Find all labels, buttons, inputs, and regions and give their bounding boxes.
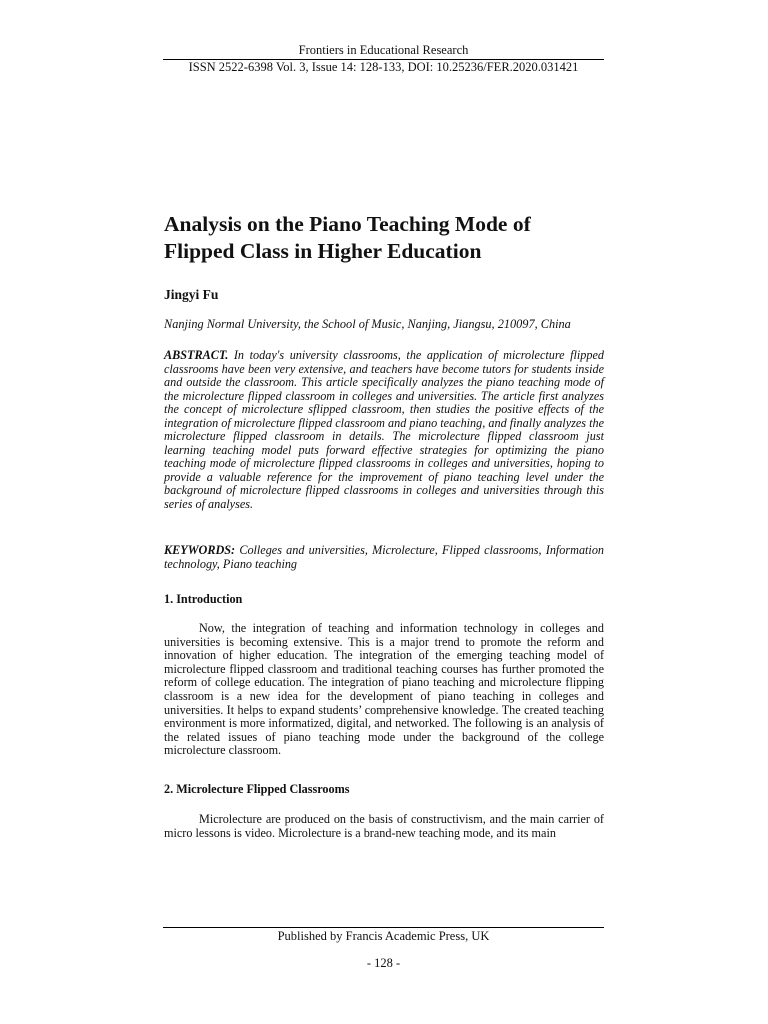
keywords-label: KEYWORDS:	[164, 543, 236, 557]
keywords-text: Colleges and universities, Microlecture, Flipped classrooms, Information technology, Piano teaching	[164, 543, 605, 571]
author-affiliation: Nanjing Normal University, the School of Music, Nanjing, Jiangsu, 210097, China	[164, 317, 571, 331]
page-number: - 128 -	[366, 956, 401, 970]
section-heading-microlecture: 2. Microlecture Flipped Classrooms	[164, 782, 350, 796]
footer-rule	[163, 927, 604, 928]
keywords	[164, 544, 604, 571]
abstract-label: ABSTRACT.	[164, 348, 229, 362]
author-name: Jingyi Fu	[164, 287, 219, 302]
abstract	[164, 349, 604, 512]
section-paragraph-microlecture: Microlecture are produced on the basis of constructivism, and the main carrier of micro lessons is video. Microlecture is a brand-new teaching mode, and its main	[164, 812, 604, 840]
section-heading-introduction: 1. Introduction	[164, 592, 243, 606]
footer-publisher: Published by Francis Academic Press, UK	[277, 929, 490, 943]
paper-title: Analysis on the Piano Teaching Mode of Flipped Class in Higher Education	[164, 212, 531, 263]
abstract-text: In today's university classrooms, the application of microlecture flipped classrooms have been very extensive, and teachers have become tutors for students inside and outside the classroom. This article specifically analyzes the piano teaching mode of the microlecture flipped classroom in colleges and universities. The article first analyzes the concept of microlecture sflipped classroom, then studies the positive effects of the integration of microlecture flipped classroom and piano teaching, and finally analyzes the microlecture flipped classroom in details. The microlecture flipped classroom just learning teaching model puts forward effective strategies for optimizing the piano teaching mode of microlecture flipped classrooms in colleges and universities, hoping to provide a valuable reference for the improvement of piano teaching level under the background of microlecture flipped classrooms in colleges and universities through this series of analyses.	[164, 348, 605, 512]
section-paragraph-introduction: Now, the integration of teaching and information technology in colleges and universities is becoming extensive. This is a major trend to promote the reform and innovation of higher education. The integration of the emerging teaching model of microlecture flipped classroom and traditional teaching courses has further promoted the reform of college education. The integration of piano teaching and microlecture flipping classroom is a new idea for the development of piano teaching in colleges and universities. It helps to expand students’ comprehensive knowledge. The created teaching environment is more informatized, digital, and networked. The following is an analysis of the related issues of piano teaching mode under the background of the college microlecture classroom.	[164, 621, 604, 758]
running-header-journal: Frontiers in Educational Research	[298, 43, 469, 57]
running-header-issn: ISSN 2522-6398 Vol. 3, Issue 14: 128-133, DOI: 10.25236/FER.2020.031421	[188, 60, 579, 74]
